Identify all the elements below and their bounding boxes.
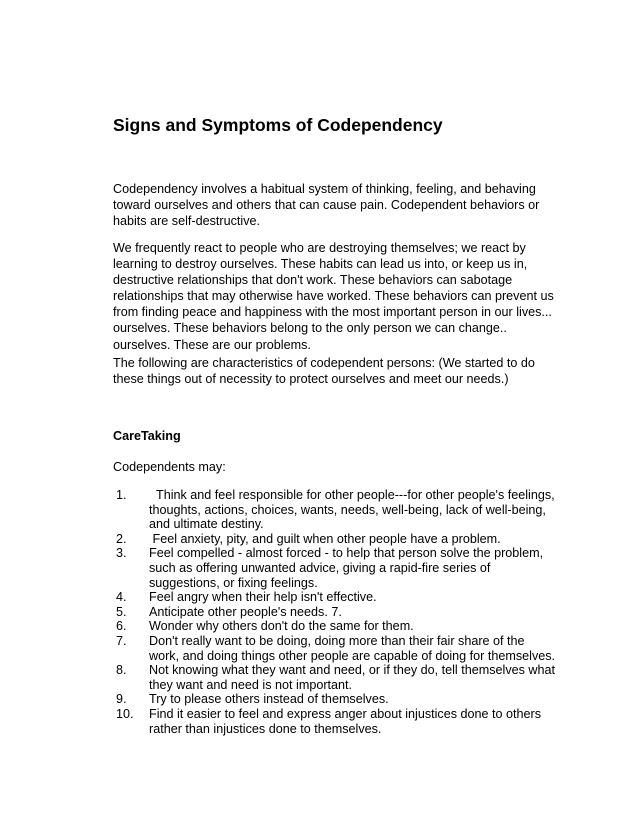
list-item-text: Feel compelled - almost forced - to help that person solve the problem, such as offering unwanted advice, giving a rapid-fire series of suggestions, or fixing feelings.: [149, 546, 544, 590]
caretaking-list: [113, 488, 558, 736]
list-item-number: 7.: [116, 633, 127, 648]
list-item: [113, 532, 558, 547]
list-intro: Codependents may:: [113, 460, 226, 474]
list-item-text: Wonder why others don't do the same for them.: [149, 619, 414, 634]
list-item-text: Don't really want to be doing, doing more than their fair share of the work, and doing things other people are capable of doing for themselves.: [149, 633, 556, 663]
list-item-number: 10.: [116, 706, 134, 721]
list-item-text: Anticipate other people's needs. 7.: [149, 604, 342, 619]
list-item: [113, 707, 558, 736]
list-item-number: 1.: [116, 488, 127, 502]
list-item: [113, 634, 558, 663]
list-item: [113, 590, 558, 605]
list-item: [113, 619, 558, 634]
list-item-text: Try to please others instead of themselves.: [149, 692, 389, 707]
list-item: [113, 488, 558, 532]
list-item-number: 8.: [116, 663, 127, 678]
list-item-number: 3.: [116, 546, 127, 561]
section-heading-caretaking: CareTaking: [113, 429, 181, 443]
paragraph-definition: Codependency involves a habitual system of thinking, feeling, and behaving toward ourselves and others that can cause pain. Codependent behaviors or habits are self-destructive.: [113, 182, 540, 229]
list-item-text: Not knowing what they want and need, or if they do, tell themselves what they want and need is not important.: [149, 663, 556, 692]
list-item-number: 5.: [116, 604, 127, 619]
list-item-number: 4.: [116, 590, 127, 605]
paragraph-reactions: We frequently react to people who are destroying themselves; we react by learning to destroy ourselves. These habits can lead us into, or keep us in, destructive relationships that don't work. These behaviors can sabotage relationships that may otherwise have worked. These behaviors can prevent us from finding peace and happiness with the most important person in our lives... ourselves. These behaviors belong to the only person we can change.. ourselves. These are our problems.: [113, 241, 554, 352]
paragraph-characteristics-intro: The following are characteristics of codependent persons: (We started to do these things out of necessity to protect ourselves and meet our needs.): [113, 356, 535, 387]
list-item: [113, 692, 558, 707]
list-item-text: Find it easier to feel and express anger about injustices done to others rather than injustices done to themselves.: [149, 706, 542, 736]
list-item: [113, 663, 558, 692]
list-item: [113, 605, 558, 620]
list-item-number: 9.: [116, 692, 127, 707]
list-item-number: 6.: [116, 619, 127, 634]
list-item-text: Think and feel responsible for other people---for other people's feelings, thoughts, actions, choices, wants, needs, well-being, lack of well-being, and ultimate destiny.: [149, 488, 559, 532]
list-item-number: 2.: [116, 531, 127, 546]
list-item-text: Feel angry when their help isn't effective.: [149, 590, 377, 605]
list-item: [113, 546, 558, 590]
page-title: Signs and Symptoms of Codependency: [113, 115, 443, 135]
list-item-text: Feel anxiety, pity, and guilt when other people have a problem.: [149, 531, 501, 546]
